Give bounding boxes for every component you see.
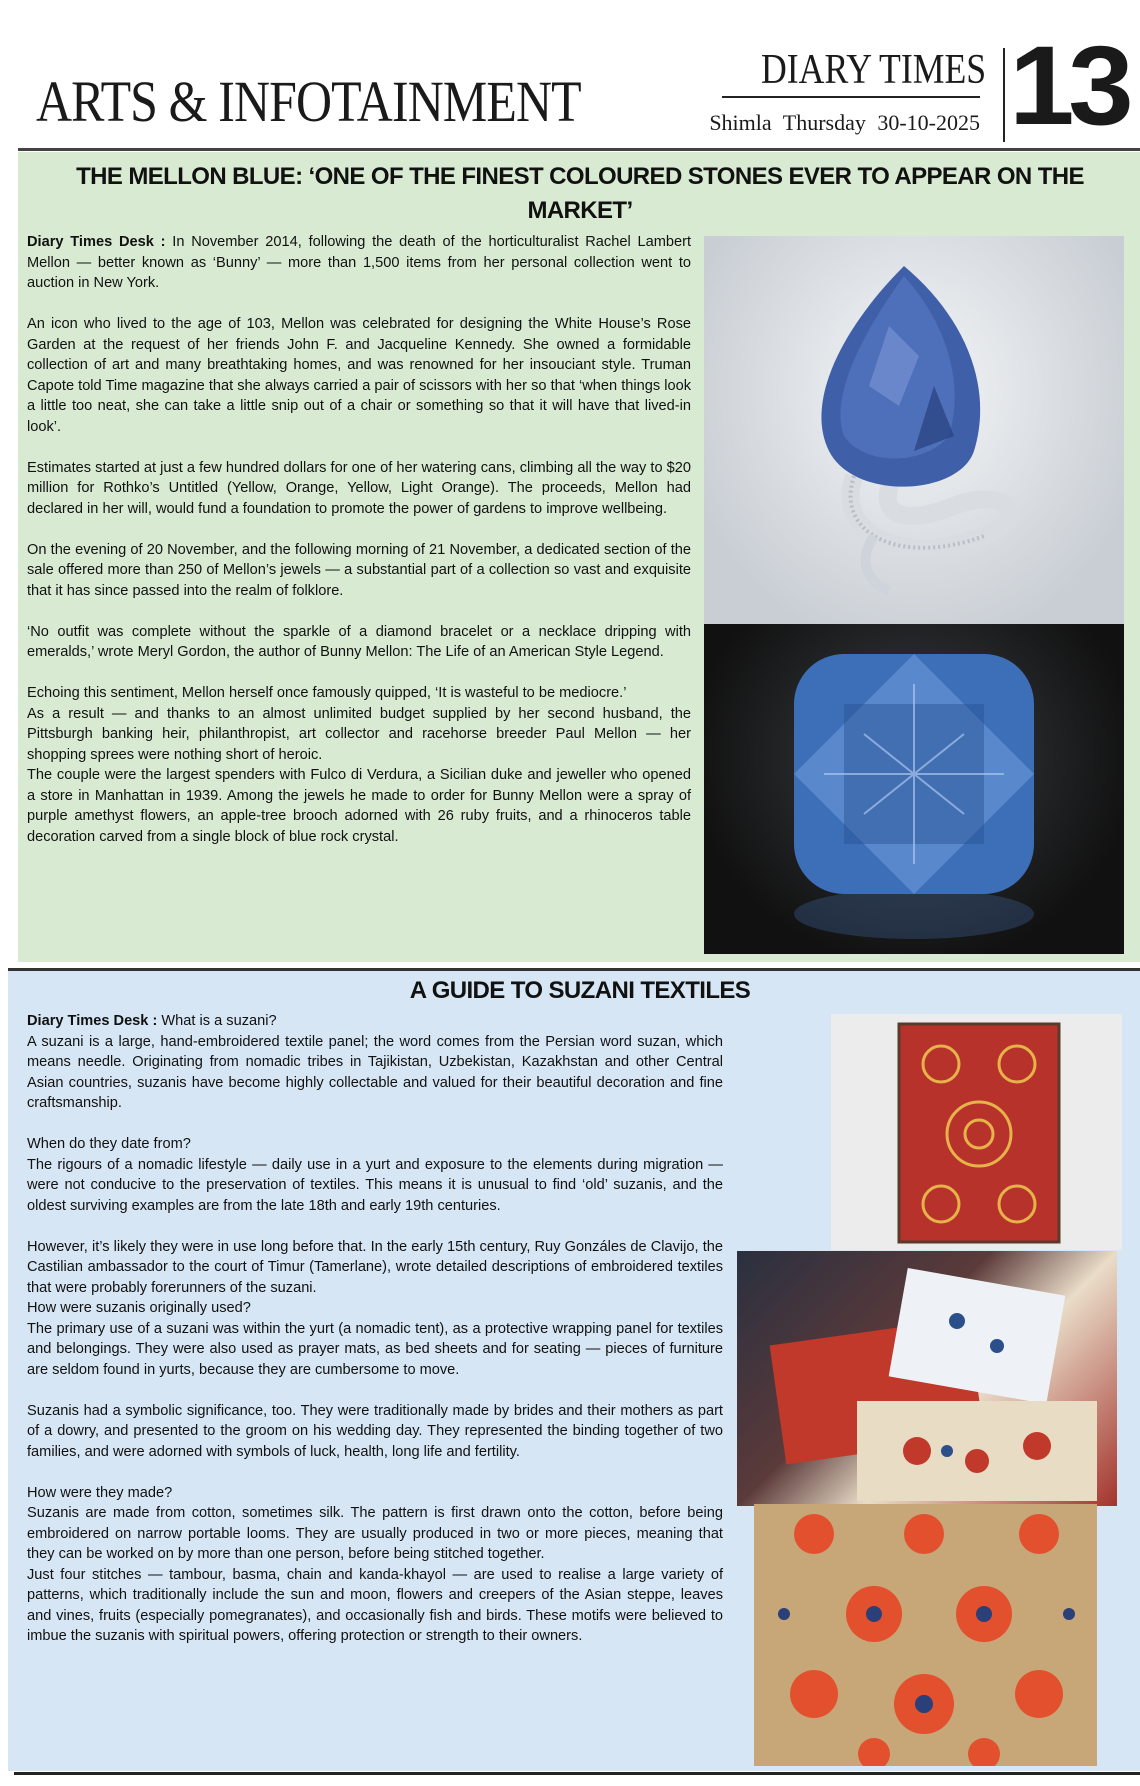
dateline: Shimla Thursday 30-10-2025 — [709, 110, 980, 135]
byline: Diary Times Desk : — [27, 234, 166, 250]
subheading: When do they date from? — [27, 1136, 191, 1152]
paragraph: ‘No outfit was complete without the sparkle of a diamond bracelet or a necklace dripping with emeralds,’ wrote Meryl Gordon, the author of Bunny Mellon: The Life of an American Style Legend. — [27, 623, 691, 660]
divider — [1003, 48, 1005, 142]
paragraph: However, it’s likely they were in use long before that. In the early 15th century, Ruy Gonzáles de Clavijo, the Castilian ambassador to the court of Timur (Tamerlane), wrote detailed descriptions of embroidered textiles that were probably forerunners of the suzani. — [27, 1238, 723, 1296]
paragraph: An icon who lived to the age of 103, Mellon was celebrated for designing the White House’s Rose Garden at the request of her friends John F. and Jacqueline Kennedy. She owned a formidable collection of art and many breathtaking homes, and was renowned for her insouciant style. Truman Capote told Time magazine that she always carried a pair of scissors with her so that ‘when things look a little too neat, she can take a little snip out of a chair or something so that it will have that lived-in look’. — [27, 316, 691, 435]
subheading: How were they made? — [27, 1484, 173, 1501]
divider — [722, 96, 980, 98]
paragraph: The primary use of a suzani was within the yurt (a nomadic tent), as a protective wrapping panel for textiles and belongings. They were also used as prayer mats, as bed sheets and for seating — pieces of furniture are seldom found in yurts, because they are cumbersome to move. — [27, 1320, 723, 1378]
sapphire-ring-photo — [704, 236, 1124, 624]
article-headline: A GUIDE TO SUZANI TEXTILES — [409, 977, 751, 1004]
page-number: 13 — [1009, 23, 1128, 148]
article-headline: THE MELLON BLUE: ‘ONE OF THE FINEST COLOURED STONES EVER TO APPEAR ON THE MARKET’ — [76, 163, 1084, 224]
paragraph: The couple were the largest spenders with Fulco di Verdura, a Sicilian duke and jeweller who opened a store in Manhattan in 1939. Among the jewels he made to order for Bunny Mellon were a spray of purple amethyst flowers, an apple-tree brooch adorned with 26 ruby fruits, and a rhinoceros table decoration carved from a single block of blue rock crystal. — [27, 767, 691, 845]
blue-diamond-photo — [704, 624, 1124, 954]
divider — [18, 148, 1140, 151]
paragraph — [27, 232, 691, 294]
paragraph: Estimates started at just a few hundred dollars for one of her watering cans, climbing all the way to $20 million for Rothko’s Untitled (Yellow, Orange, Yellow, Light Orange). The proceeds, Mellon had declared in her will, would fund a foundation to promote the power of gardens to improve wellbeing. — [27, 459, 691, 517]
suzani-textiles-pile-photo — [737, 1251, 1117, 1506]
subheading: How were suzanis originally used? — [27, 1300, 251, 1316]
paragraph: The rigours of a nomadic lifestyle — daily use in a yurt and exposure to the elements during migration — were not conducive to the preservation of textiles. This means it is unusual to find ‘old’ suzanis, and the oldest surviving examples are from the late 18th and early 19th centuries. — [27, 1156, 723, 1214]
suzani-detail-photo — [754, 1504, 1097, 1766]
paragraph: On the evening of 20 November, and the following morning of 21 November, a dedicated section of the sale offered more than 250 of Mellon’s jewels — a substantial part of a collection so vast and exquisite that it has since passed into the realm of folklore. — [27, 541, 691, 599]
divider — [14, 1772, 1140, 1775]
byline: Diary Times Desk : — [27, 1013, 158, 1029]
section-title: ARTS & INFOTAINMENT — [36, 69, 581, 134]
paragraph: As a result — and thanks to an almost unlimited budget supplied by her second husband, the Pittsburgh banking heir, philanthropist, art collector and racehorse breeder Paul Mellon — her shopping sprees were nothing short of heroic. — [27, 705, 691, 763]
paragraph-text: In November 2014, following the death of the horticulturalist Rachel Lambert Mellon — better known as ‘Bunny’ — more than 1,500 items from her personal collection went to auction in New York. — [27, 234, 691, 291]
paragraph-text: What is a suzani? — [161, 1013, 277, 1029]
paragraph: Echoing this sentiment, Mellon herself once famously quipped, ‘It is wasteful to be mediocre.’ — [27, 685, 627, 701]
paragraph: A suzani is a large, hand-embroidered textile panel; the word comes from the Persian word suzan, which means needle. Originating from nomadic tribes in Tajikistan, Uzbekistan, Kazakhstan and other Central Asian countries, suzanis have become highly collectable and valued for their beautiful decoration and fine craftsmanship. — [27, 1033, 723, 1111]
suzani-panel-photo — [831, 1014, 1122, 1250]
paragraph — [27, 1011, 723, 1032]
paragraph: Suzanis are made from cotton, sometimes silk. The pattern is first drawn onto the cotton, before being embroidered on narrow portable looms. They are usually produced in two or more pieces, meaning that they can be worked on by more than one person, before being stitched together. — [27, 1505, 723, 1562]
article-body — [27, 232, 691, 847]
article-body — [27, 1011, 723, 1647]
paper-name: DIARY TIMES — [761, 47, 987, 93]
paragraph: Just four stitches — tambour, basma, chain and kanda-khayol — are used to realise a large variety of patterns, which traditionally include the sun and moon, flowers and creepers of the Asian steppe, leaves and vines, fruits (especially pomegranates), and occasionally fish and birds. These motifs were believed to imbue the suzanis with spiritual powers, offering protection or strength to their owners. — [27, 1566, 723, 1644]
paragraph: Suzanis had a symbolic significance, too. They were traditionally made by brides and their mothers as part of a dowry, and presented to the groom on his wedding day. They represented the binding together of two families, and were adorned with symbols of luck, health, long life and fertility. — [27, 1402, 723, 1460]
